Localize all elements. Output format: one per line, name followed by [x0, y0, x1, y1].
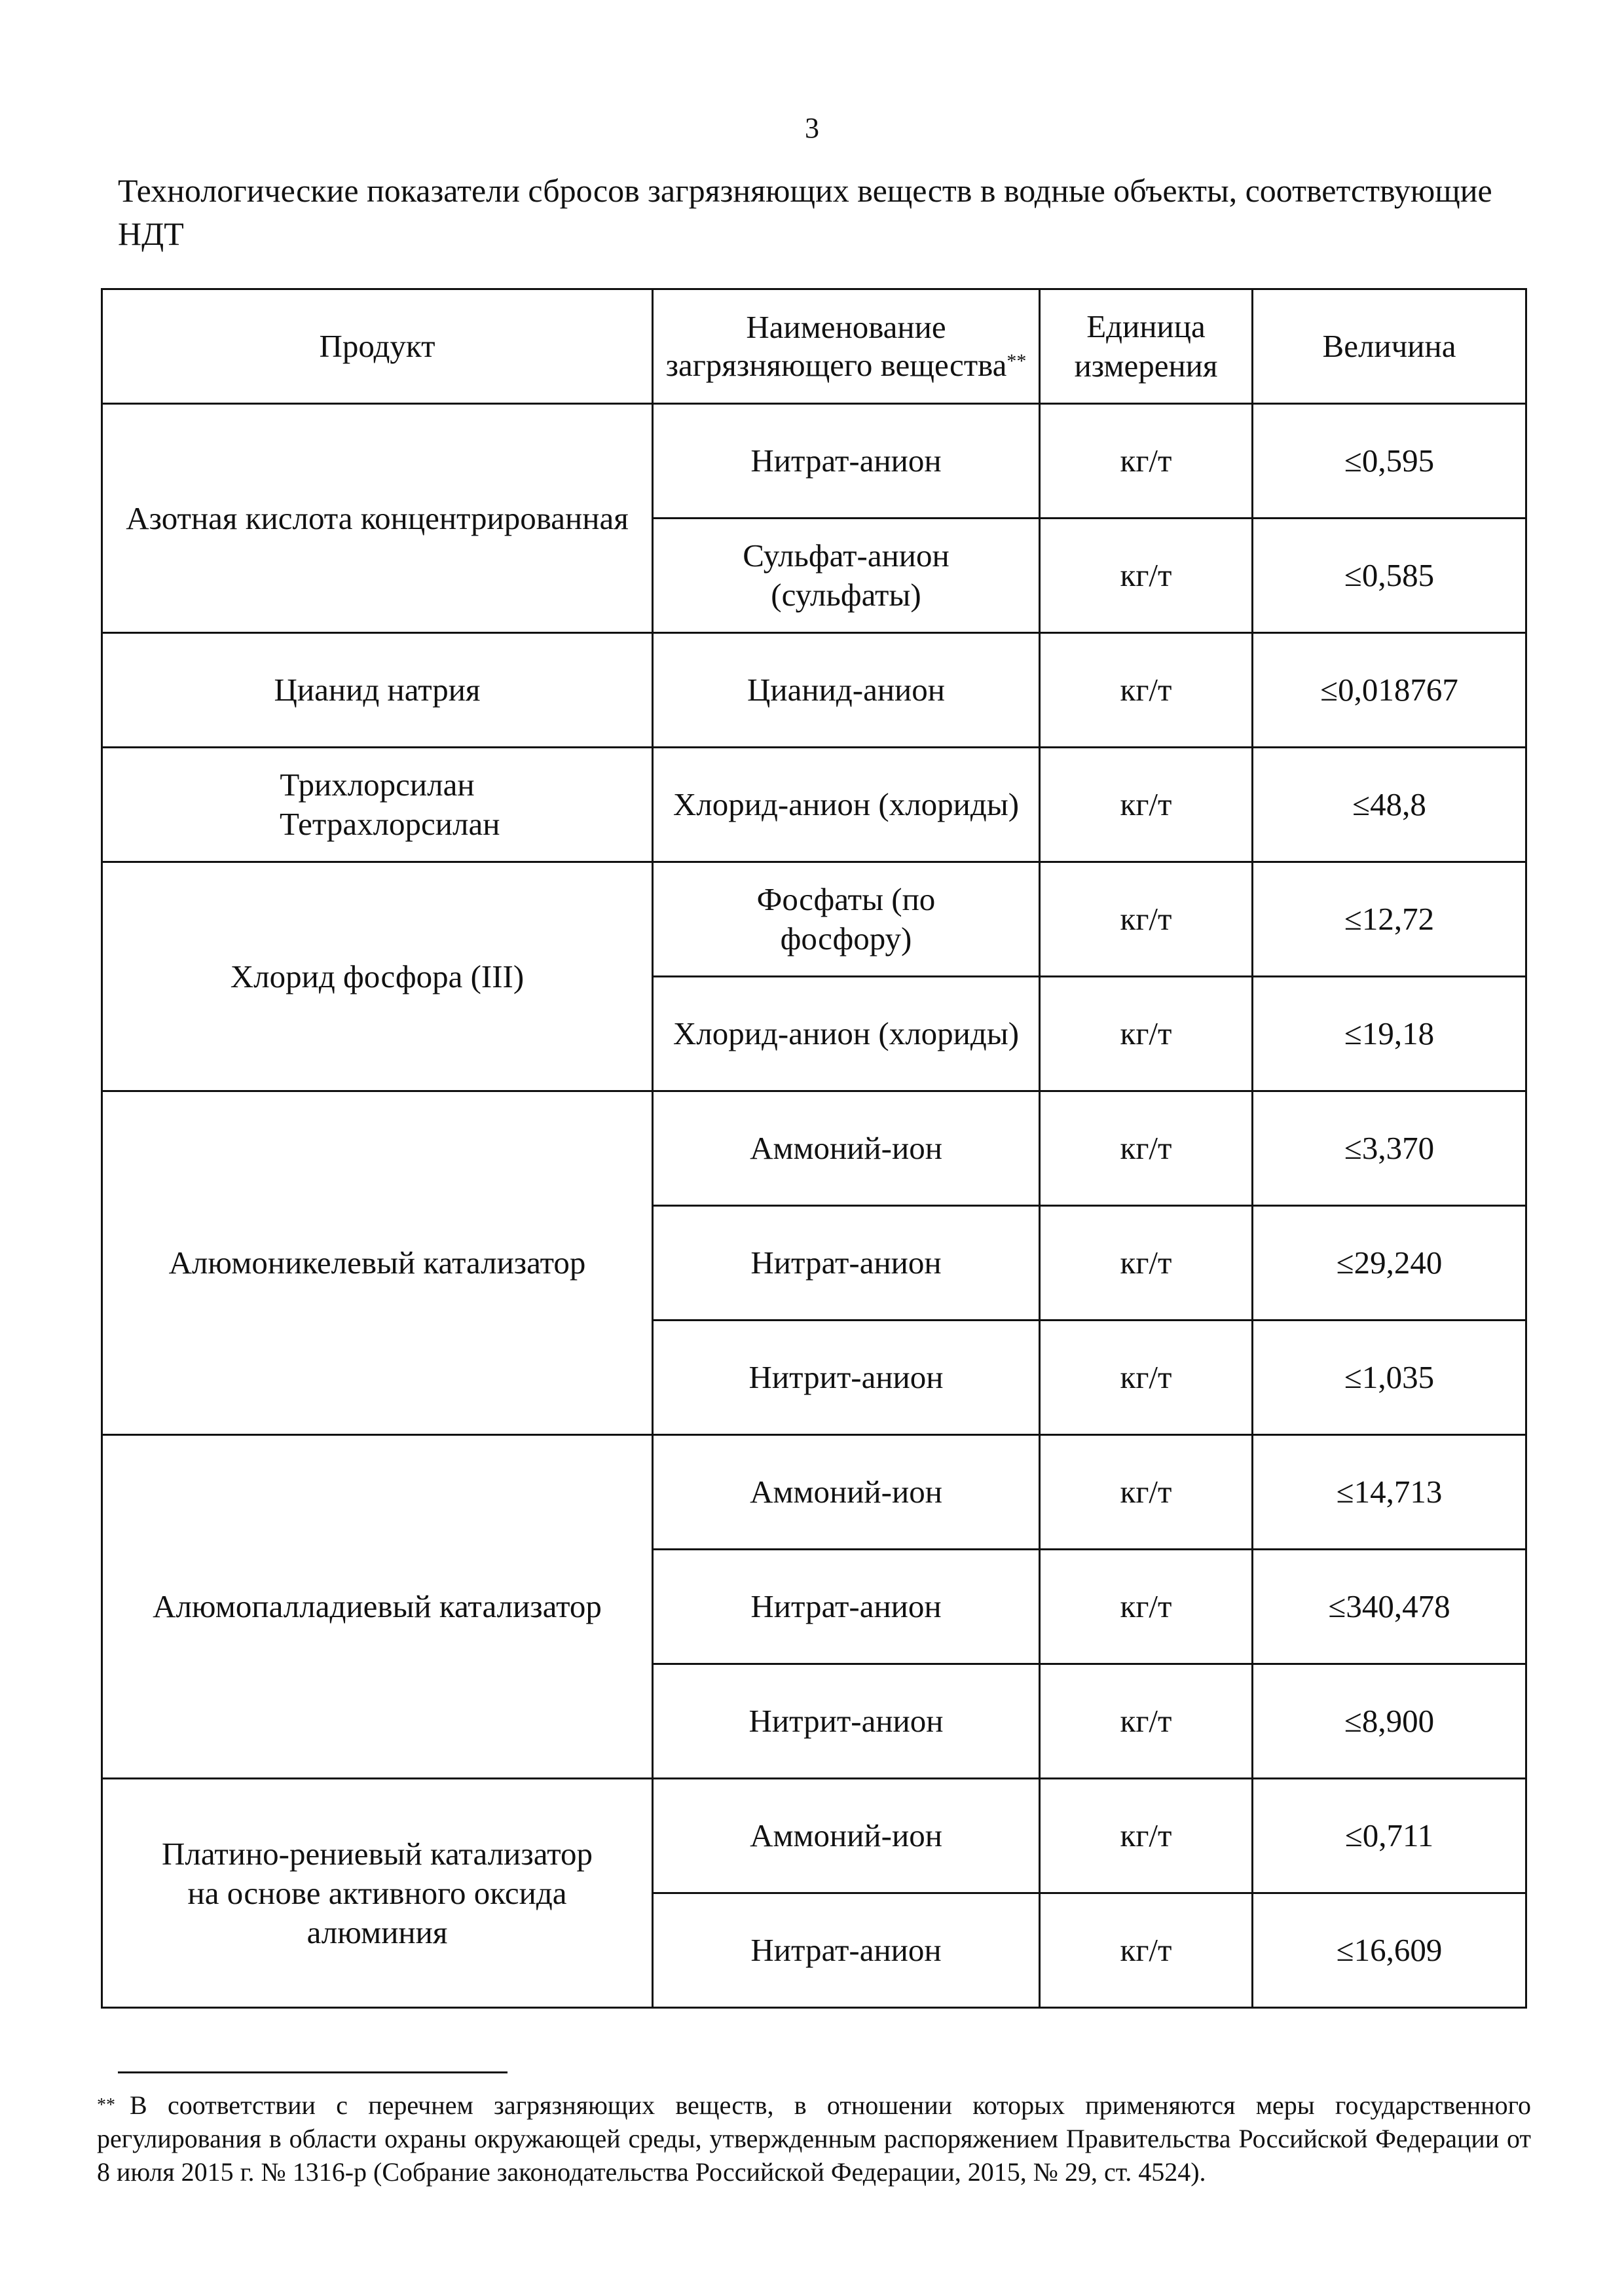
unit-cell: кг/т — [1040, 1435, 1253, 1550]
unit-cell: кг/т — [1040, 1893, 1253, 2008]
product-cell: Цианид натрия — [102, 633, 653, 748]
header-product: Продукт — [102, 289, 653, 404]
product-cell: Хлорид фосфора (III) — [102, 862, 653, 1091]
substance-cell: Цианид-анион — [653, 633, 1040, 748]
page-number: 3 — [805, 112, 819, 144]
footnote-mark: ** — [97, 2095, 115, 2115]
product-cell: Алюмопалладиевый катализатор — [102, 1435, 653, 1779]
unit-cell: кг/т — [1040, 1779, 1253, 1893]
value-cell: ≤8,900 — [1253, 1664, 1526, 1779]
value-cell: ≤14,713 — [1253, 1435, 1526, 1550]
substance-cell: Аммоний-ион — [653, 1779, 1040, 1893]
unit-cell: кг/т — [1040, 748, 1253, 862]
substance-cell: Аммоний-ион — [653, 1435, 1040, 1550]
substance-cell: Сульфат-анион (сульфаты) — [653, 519, 1040, 633]
table-row — [102, 1435, 1526, 1550]
substance-cell: Нитрат-анион — [653, 1550, 1040, 1664]
value-cell: ≤19,18 — [1253, 977, 1526, 1091]
substance-cell: Фосфаты (по фосфору) — [653, 862, 1040, 977]
value-cell: ≤3,370 — [1253, 1091, 1526, 1206]
table-row — [102, 404, 1526, 519]
value-cell: ≤29,240 — [1253, 1206, 1526, 1321]
value-cell: ≤1,035 — [1253, 1321, 1526, 1435]
footnote — [97, 2088, 1531, 2189]
value-cell: ≤0,595 — [1253, 404, 1526, 519]
value-cell: ≤0,585 — [1253, 519, 1526, 633]
product-cell: Азотная кислота концентрированная — [102, 404, 653, 633]
substance-cell: Нитрат-анион — [653, 404, 1040, 519]
value-cell: ≤12,72 — [1253, 862, 1526, 977]
product-cell: Трихлорсилан Тетрахлорсилан — [102, 748, 653, 862]
value-cell: ≤0,018767 — [1253, 633, 1526, 748]
substance-cell: Нитрат-анион — [653, 1893, 1040, 2008]
footnote-text: В соответствии с перечнем загрязняющих веществ, в отношении которых применяются меры государственного регулирования в области охраны окружающей среды, утвержденным распоряжением Правительства Российской Федерации от 8 июля 2015 г. № 1316-р (Собрание законодательства Российской Федерации, 2015, № 29, ст. 4524). — [97, 2090, 1531, 2187]
substance-cell: Хлорид-анион (хлориды) — [653, 748, 1040, 862]
table-row — [102, 1779, 1526, 1893]
header-value: Величина — [1253, 289, 1526, 404]
value-cell: ≤16,609 — [1253, 1893, 1526, 2008]
footnote-reference: ** — [1006, 350, 1027, 372]
value-cell: ≤0,711 — [1253, 1779, 1526, 1893]
indicators-table — [101, 288, 1527, 2009]
unit-cell: кг/т — [1040, 1321, 1253, 1435]
table-row — [102, 1091, 1526, 1206]
product-cell: Платино-рениевый катализатор на основе активного оксида алюминия — [102, 1779, 653, 2008]
table-row — [102, 633, 1526, 748]
substance-cell: Нитрит-анион — [653, 1664, 1040, 1779]
unit-cell: кг/т — [1040, 633, 1253, 748]
value-cell: ≤340,478 — [1253, 1550, 1526, 1664]
substance-cell: Хлорид-анион (хлориды) — [653, 977, 1040, 1091]
unit-cell: кг/т — [1040, 1206, 1253, 1321]
unit-cell: кг/т — [1040, 1664, 1253, 1779]
page-title: Технологические показатели сбросов загрязняющих веществ в водные объекты, соответствующие НДТ — [118, 172, 1492, 252]
substance-cell: Аммоний-ион — [653, 1091, 1040, 1206]
substance-cell: Нитрат-анион — [653, 1206, 1040, 1321]
substance-cell: Нитрит-анион — [653, 1321, 1040, 1435]
header-substance: Наименование загрязняющего вещества** — [653, 289, 1040, 404]
unit-cell: кг/т — [1040, 1550, 1253, 1664]
unit-cell: кг/т — [1040, 404, 1253, 519]
unit-cell: кг/т — [1040, 862, 1253, 977]
product-cell: Алюмоникелевый катализатор — [102, 1091, 653, 1435]
unit-cell: кг/т — [1040, 519, 1253, 633]
header-unit: Единица измерения — [1040, 289, 1253, 404]
footnote-separator — [118, 2071, 507, 2073]
table-row — [102, 862, 1526, 977]
table-header-row — [102, 289, 1526, 404]
unit-cell: кг/т — [1040, 977, 1253, 1091]
value-cell: ≤48,8 — [1253, 748, 1526, 862]
table-row — [102, 748, 1526, 862]
unit-cell: кг/т — [1040, 1091, 1253, 1206]
